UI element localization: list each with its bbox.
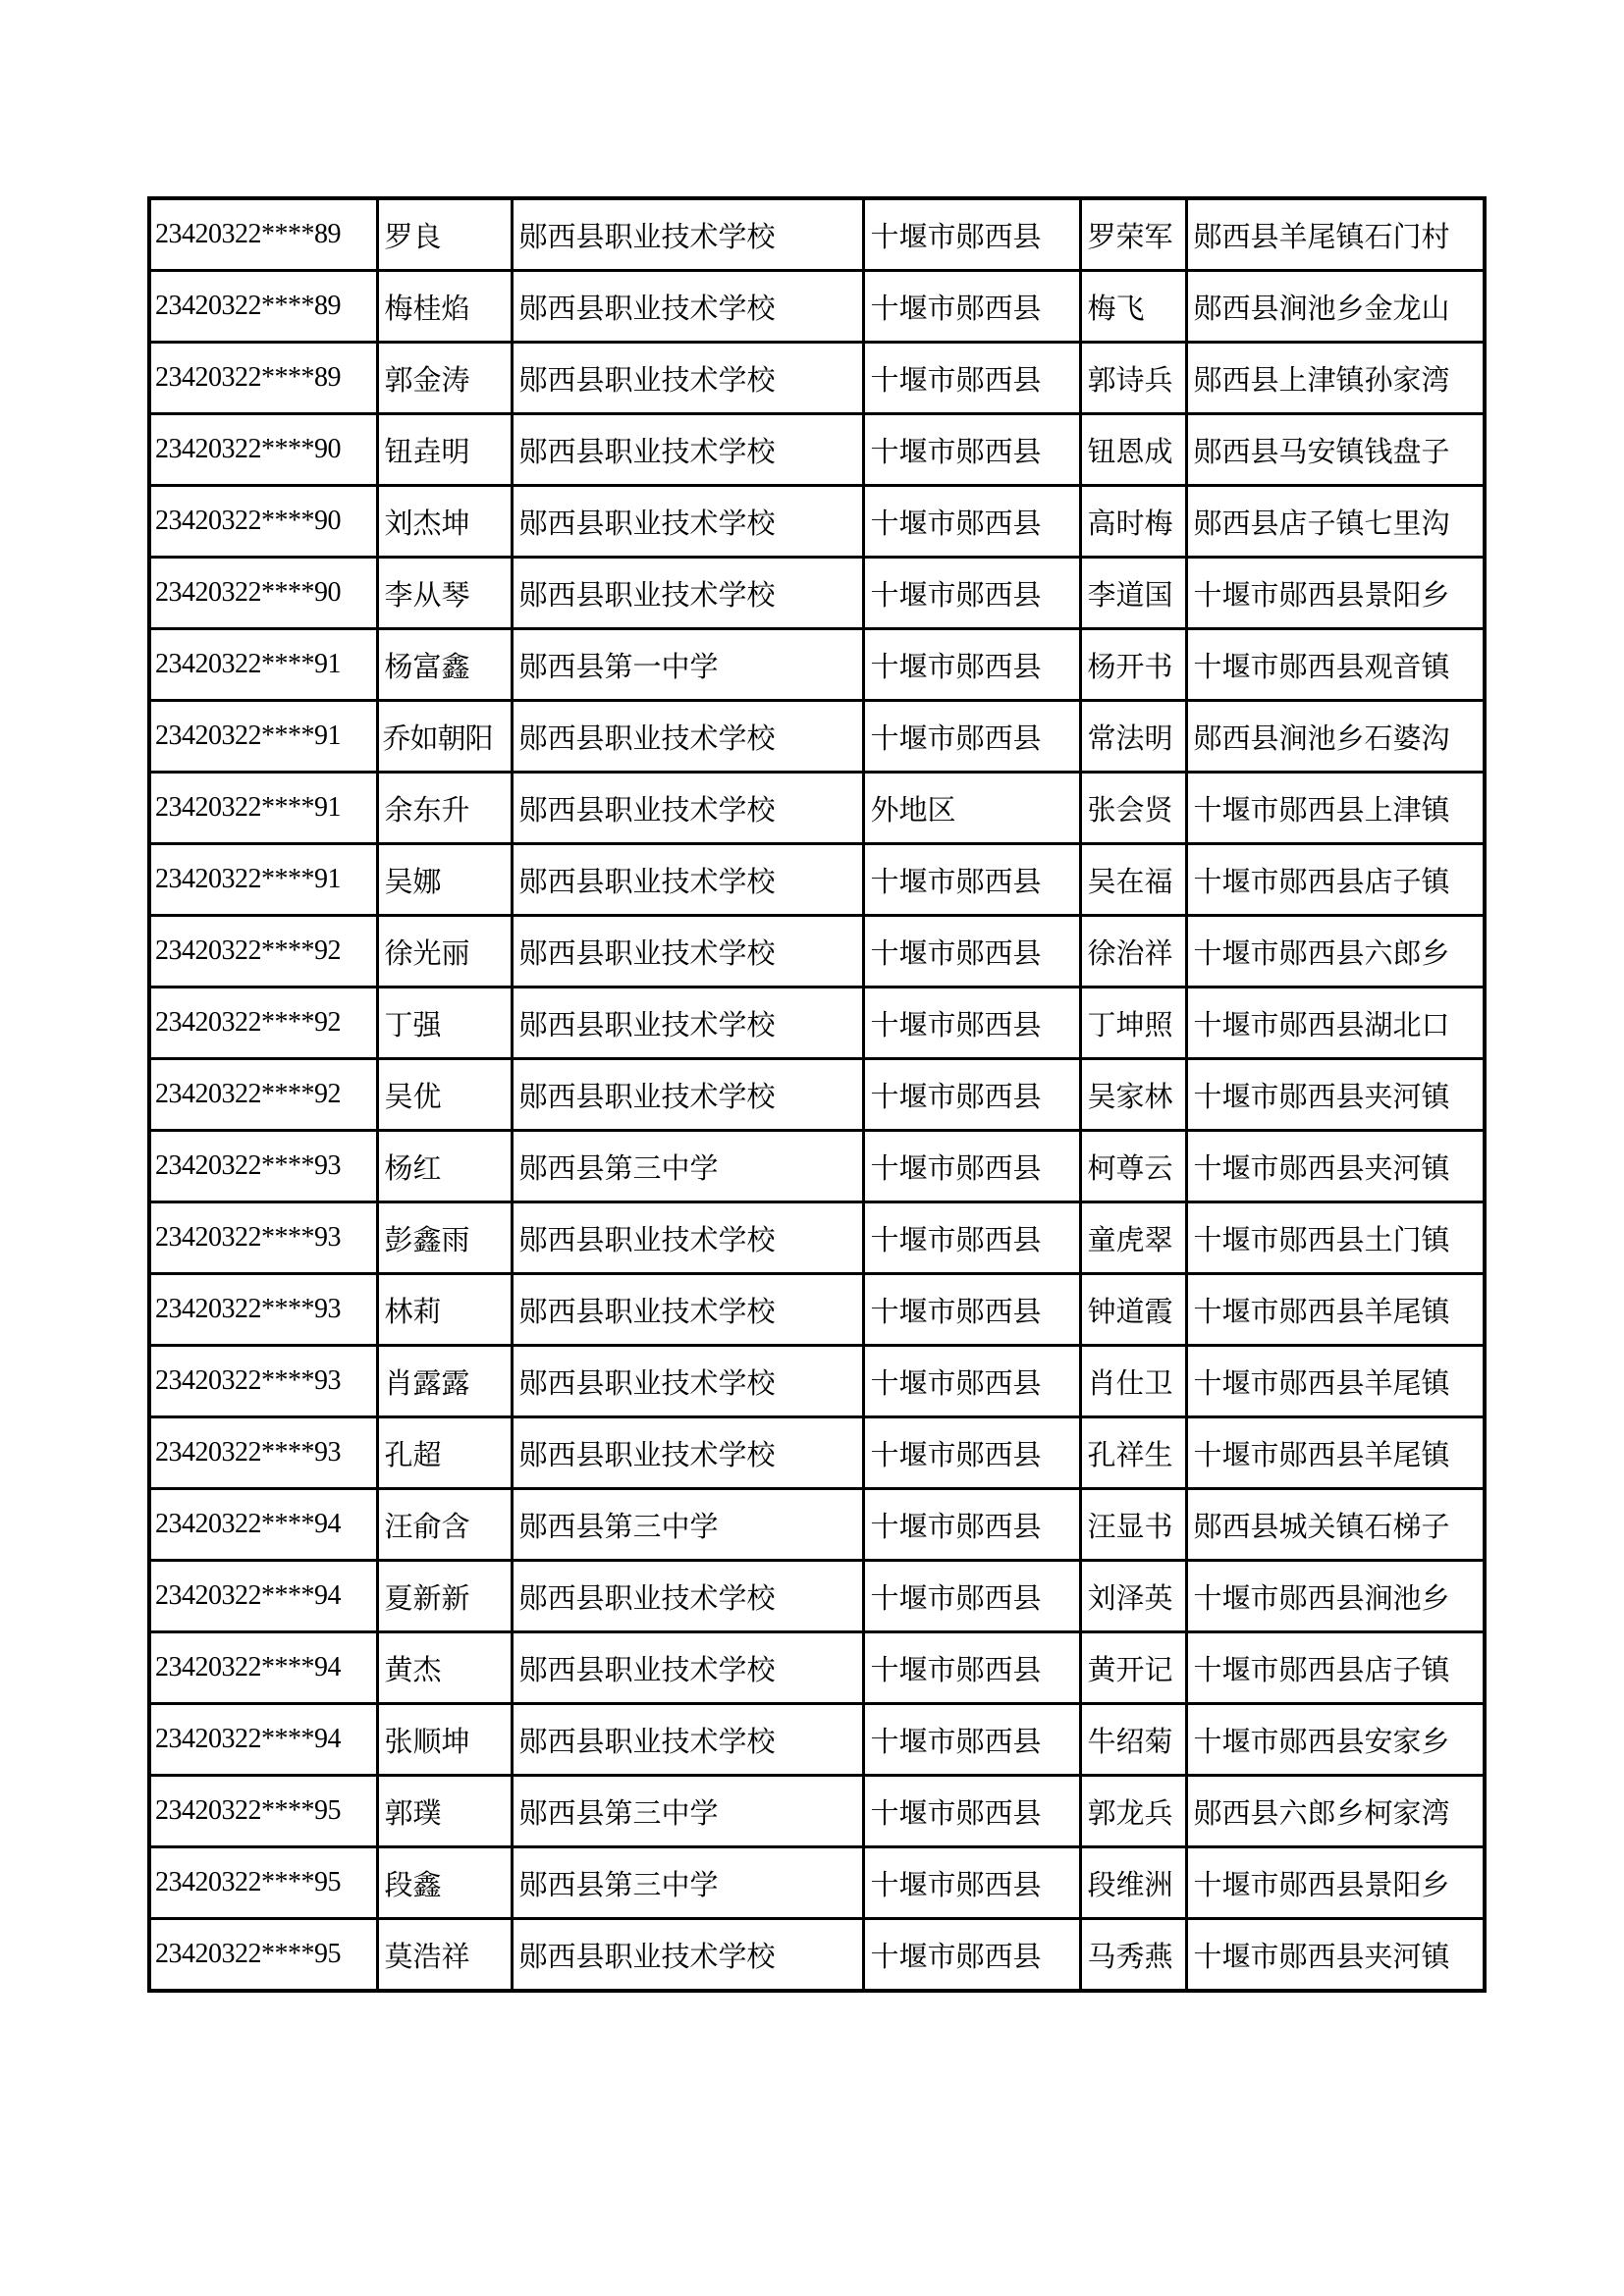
table-row <box>149 1632 1485 1704</box>
exam-id-cell: 23420322****93 <box>149 1202 377 1274</box>
student-name-cell: 郭璞 <box>377 1776 512 1847</box>
student-name-cell: 乔如朝阳 <box>377 701 512 773</box>
school-cell: 郧西县职业技术学校 <box>512 1919 863 1992</box>
student-name-cell: 李从琴 <box>377 558 512 629</box>
exam-id-cell: 23420322****94 <box>149 1632 377 1704</box>
address-cell: 十堰市郧西县土门镇 <box>1186 1202 1485 1274</box>
region-cell: 十堰市郧西县 <box>863 1776 1080 1847</box>
student-name-cell: 莫浩祥 <box>377 1919 512 1992</box>
address-cell: 十堰市郧西县观音镇 <box>1186 629 1485 701</box>
guardian-name-cell: 郭诗兵 <box>1080 343 1186 414</box>
table-row <box>149 701 1485 773</box>
guardian-name-cell: 罗荣军 <box>1080 198 1186 271</box>
school-cell: 郧西县第三中学 <box>512 1776 863 1847</box>
address-cell: 郧西县六郎乡柯家湾 <box>1186 1776 1485 1847</box>
exam-id-cell: 23420322****89 <box>149 343 377 414</box>
table-row <box>149 1489 1485 1561</box>
region-cell: 十堰市郧西县 <box>863 414 1080 486</box>
school-cell: 郧西县职业技术学校 <box>512 271 863 343</box>
table-row <box>149 1059 1485 1131</box>
table-row <box>149 1202 1485 1274</box>
student-name-cell: 钮垚明 <box>377 414 512 486</box>
table-row <box>149 629 1485 701</box>
guardian-name-cell: 马秀燕 <box>1080 1919 1186 1992</box>
table-row <box>149 343 1485 414</box>
student-name-cell: 罗良 <box>377 198 512 271</box>
guardian-name-cell: 钟道霞 <box>1080 1274 1186 1346</box>
student-name-cell: 徐光丽 <box>377 916 512 988</box>
address-cell: 郧西县涧池乡石婆沟 <box>1186 701 1485 773</box>
student-name-cell: 吴娜 <box>377 844 512 916</box>
school-cell: 郧西县职业技术学校 <box>512 916 863 988</box>
address-cell: 郧西县城关镇石梯子 <box>1186 1489 1485 1561</box>
school-cell: 郧西县职业技术学校 <box>512 1202 863 1274</box>
table-row <box>149 916 1485 988</box>
school-cell: 郧西县职业技术学校 <box>512 701 863 773</box>
student-name-cell: 郭金涛 <box>377 343 512 414</box>
region-cell: 十堰市郧西县 <box>863 916 1080 988</box>
guardian-name-cell: 郭龙兵 <box>1080 1776 1186 1847</box>
region-cell: 十堰市郧西县 <box>863 1704 1080 1776</box>
guardian-name-cell: 汪显书 <box>1080 1489 1186 1561</box>
exam-id-cell: 23420322****94 <box>149 1704 377 1776</box>
table-row <box>149 1561 1485 1632</box>
address-cell: 十堰市郧西县羊尾镇 <box>1186 1274 1485 1346</box>
exam-id-cell: 23420322****92 <box>149 988 377 1059</box>
address-cell: 郧西县马安镇钱盘子 <box>1186 414 1485 486</box>
table-row <box>149 1417 1485 1489</box>
student-table <box>147 196 1487 1993</box>
school-cell: 郧西县第三中学 <box>512 1131 863 1202</box>
region-cell: 十堰市郧西县 <box>863 844 1080 916</box>
region-cell: 十堰市郧西县 <box>863 1847 1080 1919</box>
student-name-cell: 肖露露 <box>377 1346 512 1417</box>
guardian-name-cell: 段维洲 <box>1080 1847 1186 1919</box>
region-cell: 十堰市郧西县 <box>863 701 1080 773</box>
region-cell: 十堰市郧西县 <box>863 343 1080 414</box>
region-cell: 十堰市郧西县 <box>863 1632 1080 1704</box>
school-cell: 郧西县职业技术学校 <box>512 1059 863 1131</box>
school-cell: 郧西县职业技术学校 <box>512 198 863 271</box>
school-cell: 郧西县职业技术学校 <box>512 414 863 486</box>
school-cell: 郧西县职业技术学校 <box>512 1632 863 1704</box>
guardian-name-cell: 牛绍菊 <box>1080 1704 1186 1776</box>
exam-id-cell: 23420322****91 <box>149 701 377 773</box>
table-row <box>149 558 1485 629</box>
region-cell: 十堰市郧西县 <box>863 1131 1080 1202</box>
region-cell: 十堰市郧西县 <box>863 1489 1080 1561</box>
address-cell: 郧西县羊尾镇石门村 <box>1186 198 1485 271</box>
address-cell: 十堰市郧西县上津镇 <box>1186 773 1485 844</box>
student-name-cell: 杨富鑫 <box>377 629 512 701</box>
exam-id-cell: 23420322****90 <box>149 558 377 629</box>
table-row <box>149 1847 1485 1919</box>
exam-id-cell: 23420322****91 <box>149 629 377 701</box>
region-cell: 十堰市郧西县 <box>863 988 1080 1059</box>
table-row <box>149 1919 1485 1992</box>
region-cell: 十堰市郧西县 <box>863 1274 1080 1346</box>
student-name-cell: 刘杰坤 <box>377 486 512 558</box>
student-name-cell: 夏新新 <box>377 1561 512 1632</box>
school-cell: 郧西县第一中学 <box>512 629 863 701</box>
guardian-name-cell: 吴家林 <box>1080 1059 1186 1131</box>
exam-id-cell: 23420322****91 <box>149 844 377 916</box>
student-name-cell: 余东升 <box>377 773 512 844</box>
table-body <box>149 198 1485 1991</box>
exam-id-cell: 23420322****92 <box>149 1059 377 1131</box>
student-name-cell: 黄杰 <box>377 1632 512 1704</box>
region-cell: 十堰市郧西县 <box>863 558 1080 629</box>
school-cell: 郧西县第三中学 <box>512 1847 863 1919</box>
table-row <box>149 1704 1485 1776</box>
exam-id-cell: 23420322****93 <box>149 1417 377 1489</box>
school-cell: 郧西县职业技术学校 <box>512 844 863 916</box>
exam-id-cell: 23420322****90 <box>149 414 377 486</box>
exam-id-cell: 23420322****95 <box>149 1776 377 1847</box>
student-name-cell: 杨红 <box>377 1131 512 1202</box>
region-cell: 十堰市郧西县 <box>863 486 1080 558</box>
student-name-cell: 林莉 <box>377 1274 512 1346</box>
region-cell: 十堰市郧西县 <box>863 271 1080 343</box>
address-cell: 十堰市郧西县涧池乡 <box>1186 1561 1485 1632</box>
address-cell: 十堰市郧西县夹河镇 <box>1186 1131 1485 1202</box>
guardian-name-cell: 高时梅 <box>1080 486 1186 558</box>
student-name-cell: 丁强 <box>377 988 512 1059</box>
table-row <box>149 486 1485 558</box>
school-cell: 郧西县职业技术学校 <box>512 1417 863 1489</box>
guardian-name-cell: 钮恩成 <box>1080 414 1186 486</box>
region-cell: 十堰市郧西县 <box>863 629 1080 701</box>
student-name-cell: 梅桂焰 <box>377 271 512 343</box>
region-cell: 十堰市郧西县 <box>863 1202 1080 1274</box>
table-row <box>149 1776 1485 1847</box>
table-row <box>149 1346 1485 1417</box>
region-cell: 十堰市郧西县 <box>863 198 1080 271</box>
guardian-name-cell: 黄开记 <box>1080 1632 1186 1704</box>
address-cell: 十堰市郧西县店子镇 <box>1186 844 1485 916</box>
address-cell: 十堰市郧西县夹河镇 <box>1186 1919 1485 1992</box>
guardian-name-cell: 常法明 <box>1080 701 1186 773</box>
student-name-cell: 汪俞含 <box>377 1489 512 1561</box>
exam-id-cell: 23420322****91 <box>149 773 377 844</box>
region-cell: 十堰市郧西县 <box>863 1346 1080 1417</box>
address-cell: 十堰市郧西县羊尾镇 <box>1186 1417 1485 1489</box>
address-cell: 十堰市郧西县羊尾镇 <box>1186 1346 1485 1417</box>
region-cell: 十堰市郧西县 <box>863 1417 1080 1489</box>
guardian-name-cell: 李道国 <box>1080 558 1186 629</box>
address-cell: 十堰市郧西县夹河镇 <box>1186 1059 1485 1131</box>
exam-id-cell: 23420322****89 <box>149 271 377 343</box>
exam-id-cell: 23420322****89 <box>149 198 377 271</box>
school-cell: 郧西县职业技术学校 <box>512 1274 863 1346</box>
exam-id-cell: 23420322****92 <box>149 916 377 988</box>
exam-id-cell: 23420322****93 <box>149 1274 377 1346</box>
region-cell: 外地区 <box>863 773 1080 844</box>
school-cell: 郧西县职业技术学校 <box>512 1561 863 1632</box>
guardian-name-cell: 徐治祥 <box>1080 916 1186 988</box>
student-name-cell: 张顺坤 <box>377 1704 512 1776</box>
guardian-name-cell: 丁坤照 <box>1080 988 1186 1059</box>
student-name-cell: 段鑫 <box>377 1847 512 1919</box>
school-cell: 郧西县职业技术学校 <box>512 343 863 414</box>
table-row <box>149 1131 1485 1202</box>
school-cell: 郧西县职业技术学校 <box>512 1704 863 1776</box>
school-cell: 郧西县职业技术学校 <box>512 988 863 1059</box>
table-row <box>149 988 1485 1059</box>
region-cell: 十堰市郧西县 <box>863 1919 1080 1992</box>
guardian-name-cell: 童虎翠 <box>1080 1202 1186 1274</box>
table-row <box>149 773 1485 844</box>
guardian-name-cell: 肖仕卫 <box>1080 1346 1186 1417</box>
school-cell: 郧西县职业技术学校 <box>512 773 863 844</box>
table-row <box>149 198 1485 271</box>
student-name-cell: 彭鑫雨 <box>377 1202 512 1274</box>
exam-id-cell: 23420322****90 <box>149 486 377 558</box>
guardian-name-cell: 柯尊云 <box>1080 1131 1186 1202</box>
address-cell: 十堰市郧西县景阳乡 <box>1186 1847 1485 1919</box>
guardian-name-cell: 张会贤 <box>1080 773 1186 844</box>
guardian-name-cell: 刘泽英 <box>1080 1561 1186 1632</box>
exam-id-cell: 23420322****94 <box>149 1561 377 1632</box>
table-row <box>149 414 1485 486</box>
school-cell: 郧西县职业技术学校 <box>512 486 863 558</box>
exam-id-cell: 23420322****93 <box>149 1346 377 1417</box>
address-cell: 郧西县店子镇七里沟 <box>1186 486 1485 558</box>
exam-id-cell: 23420322****93 <box>149 1131 377 1202</box>
region-cell: 十堰市郧西县 <box>863 1561 1080 1632</box>
guardian-name-cell: 吴在福 <box>1080 844 1186 916</box>
address-cell: 十堰市郧西县安家乡 <box>1186 1704 1485 1776</box>
guardian-name-cell: 梅飞 <box>1080 271 1186 343</box>
address-cell: 十堰市郧西县景阳乡 <box>1186 558 1485 629</box>
guardian-name-cell: 孔祥生 <box>1080 1417 1186 1489</box>
address-cell: 十堰市郧西县湖北口 <box>1186 988 1485 1059</box>
guardian-name-cell: 杨开书 <box>1080 629 1186 701</box>
table-row <box>149 1274 1485 1346</box>
address-cell: 十堰市郧西县六郎乡 <box>1186 916 1485 988</box>
address-cell: 十堰市郧西县店子镇 <box>1186 1632 1485 1704</box>
school-cell: 郧西县职业技术学校 <box>512 558 863 629</box>
student-name-cell: 孔超 <box>377 1417 512 1489</box>
address-cell: 郧西县涧池乡金龙山 <box>1186 271 1485 343</box>
student-name-cell: 吴优 <box>377 1059 512 1131</box>
address-cell: 郧西县上津镇孙家湾 <box>1186 343 1485 414</box>
school-cell: 郧西县职业技术学校 <box>512 1346 863 1417</box>
table-row <box>149 271 1485 343</box>
exam-id-cell: 23420322****94 <box>149 1489 377 1561</box>
region-cell: 十堰市郧西县 <box>863 1059 1080 1131</box>
exam-id-cell: 23420322****95 <box>149 1919 377 1992</box>
table-row <box>149 844 1485 916</box>
exam-id-cell: 23420322****95 <box>149 1847 377 1919</box>
school-cell: 郧西县第三中学 <box>512 1489 863 1561</box>
